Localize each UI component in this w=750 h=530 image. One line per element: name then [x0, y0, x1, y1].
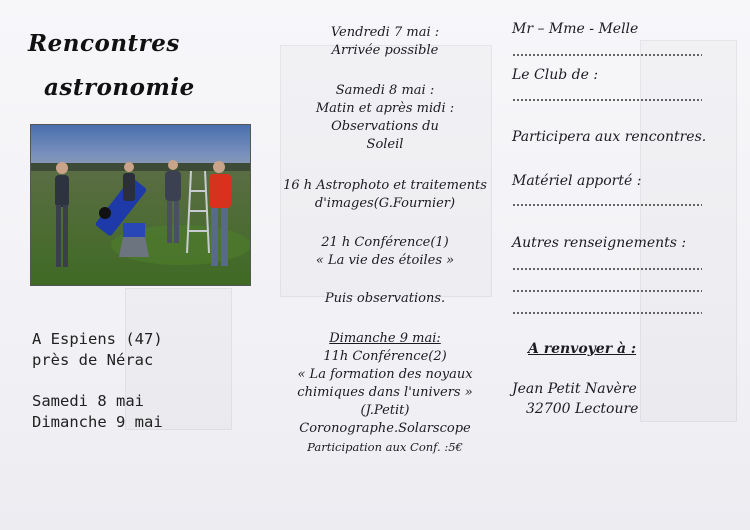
place-line-2: près de Nérac: [32, 351, 154, 369]
participation-text: Participera aux rencontres.: [512, 129, 707, 145]
event-photo: [30, 124, 251, 286]
sunday-line-1: 11h Conférence(2): [323, 349, 447, 364]
other-info-fill-line-3[interactable]: [512, 312, 702, 314]
left-panel: [0, 0, 270, 530]
sunday-heading: Dimanche 9 mai:: [329, 331, 441, 346]
then-observations: [270, 290, 500, 308]
astrophoto-line-1: 16 h Astrophoto et traitements: [283, 178, 487, 193]
conference-1-block: [270, 234, 500, 270]
date-line-2: Dimanche 9 mai: [32, 413, 163, 431]
conference-1-line-2: « La vie des étoiles »: [315, 253, 455, 268]
astrophoto-block: [270, 177, 500, 213]
return-to-label: A renvoyer à :: [528, 341, 637, 357]
equipment-fill-line[interactable]: [512, 204, 702, 206]
place-line-1: A Espiens (47): [32, 330, 163, 348]
friday-heading: Vendredi 7 mai :: [330, 25, 440, 40]
club-fill-line[interactable]: [512, 99, 702, 101]
fee-text: Participation aux Conf. :5€: [307, 440, 463, 454]
saturday-line-1: Matin et après midi :: [315, 101, 455, 116]
date-line-1: Samedi 8 mai: [32, 392, 144, 410]
sunday-line-5: Coronographe.Solarscope: [299, 421, 471, 436]
other-info-fill-line-2[interactable]: [512, 290, 702, 292]
telescope-photo-illustration: [31, 125, 250, 285]
equipment-label: Matériel apporté :: [512, 173, 642, 189]
title-line-2: astronomie: [44, 74, 195, 101]
program-panel: [270, 0, 500, 530]
address-line-1: Jean Petit Navère: [512, 381, 637, 397]
saturday-line-2: Observations du: [331, 119, 439, 134]
address-line-2: 32700 Lectoure: [526, 401, 639, 417]
sunday-block: [270, 330, 500, 456]
astrophoto-line-2: d'images(G.Fournier): [314, 196, 456, 211]
saturday-line-3: Soleil: [366, 137, 404, 152]
name-label: Mr – Mme - Melle: [512, 21, 639, 37]
club-label: Le Club de :: [512, 67, 599, 83]
name-fill-line[interactable]: [512, 54, 702, 56]
sunday-line-3: chimiques dans l'univers »: [297, 385, 473, 400]
saturday-block: [270, 82, 500, 154]
sunday-line-2: « La formation des noyaux: [297, 367, 473, 382]
friday-text: Arrivée possible: [331, 43, 439, 58]
saturday-heading: Samedi 8 mai :: [335, 83, 435, 98]
sunday-line-4: (J.Petit): [360, 403, 410, 418]
friday-block: [270, 24, 500, 60]
title-line-1: Rencontres: [28, 30, 180, 57]
registration-form-panel: [500, 0, 750, 530]
then-observations-text: Puis observations.: [324, 291, 446, 306]
conference-1-line-1: 21 h Conférence(1): [321, 235, 449, 250]
other-info-fill-line-1[interactable]: [512, 268, 702, 270]
other-info-label: Autres renseignements :: [512, 235, 687, 251]
